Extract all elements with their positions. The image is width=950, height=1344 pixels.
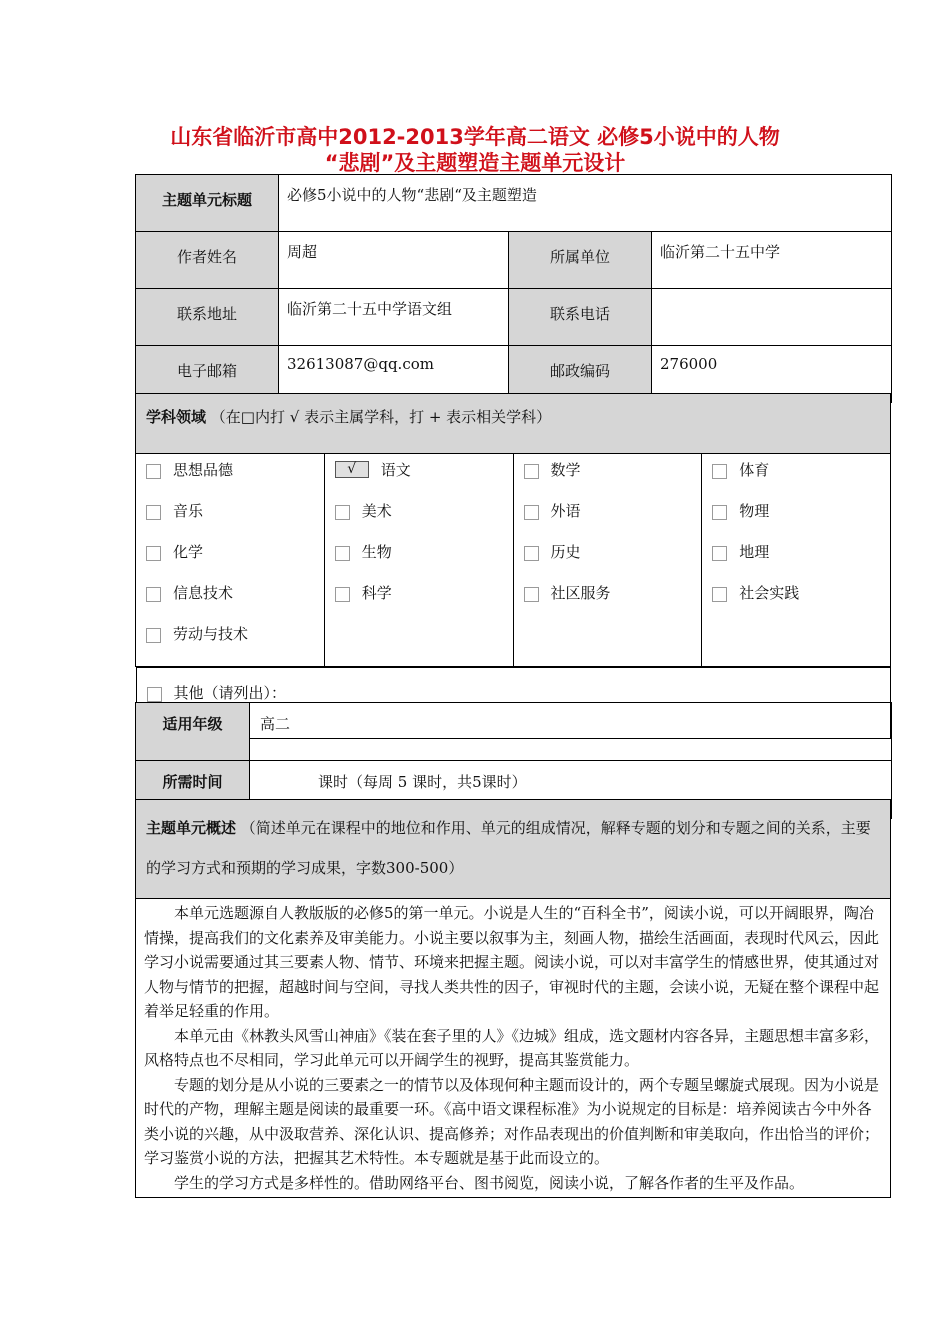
author-value: 周超 xyxy=(279,232,509,289)
subject-item[interactable] xyxy=(702,582,890,623)
overview-note: （简述单元在课程中的地位和作用、单元的组成情况，解释专题的划分和专题之间的关系，主要的学习方式和预期的学习成果，字数300-500） xyxy=(146,819,871,877)
grade-label: 适用年级 xyxy=(136,703,250,761)
zip-value: 276000 xyxy=(652,346,892,403)
subject-item[interactable] xyxy=(702,500,890,541)
subject-item[interactable] xyxy=(136,623,324,664)
checkbox-icon[interactable] xyxy=(524,587,539,602)
overview-label: 主题单元概述 xyxy=(146,819,237,837)
theme-title-label: 主题单元标题 xyxy=(136,175,279,232)
checkbox-icon[interactable] xyxy=(712,505,727,520)
subject-item[interactable] xyxy=(514,500,702,541)
checkbox-icon[interactable] xyxy=(524,464,539,479)
overview-table xyxy=(135,799,891,1198)
subject-item[interactable] xyxy=(514,582,702,623)
checkbox-icon[interactable] xyxy=(146,587,161,602)
time-value: 课时（每周 5 课时，共5课时） xyxy=(250,761,892,819)
subject-other-label: 其他（请列出）： xyxy=(173,684,287,702)
overview-paragraph: 专题的划分是从小说的三要素之一的情节以及体现何种主题而设计的，两个专题呈螺旋式展现。因为小说是时代的产物，理解主题是阅读的最重要一环。《高中语文课程标准》为小说规定的目标是：培养阅读古今中外各类小说的兴趣，从中汲取营养、深化认识、提高修养；对作品表现出的价值判断和审美取向，作出恰当的评价；学习鉴赏小说的方法，把握其艺术特性。本专题就是基于此而设立的。 xyxy=(144,1075,880,1167)
subject-item[interactable] xyxy=(514,459,702,500)
checkbox-icon[interactable] xyxy=(335,587,350,602)
checkbox-icon[interactable] xyxy=(712,464,727,479)
info-table xyxy=(135,174,892,403)
checkbox-icon[interactable] xyxy=(335,546,350,561)
subject-column-4 xyxy=(701,454,890,666)
checkbox-icon[interactable] xyxy=(335,505,350,520)
overview-paragraph: 学生的学习方式是多样性的。借助网络平台、图书阅览，阅读小说，了解各作者的生平及作品。 xyxy=(174,1173,805,1192)
checkbox-icon[interactable] xyxy=(712,587,727,602)
overview-header xyxy=(136,800,891,899)
overview-paragraph: 本单元选题源自人教版版的必修5的第一单元。小说是人生的“百科全书”，阅读小说，可以开阔眼界，陶冶情操，提高我们的文化素养及审美能力。小说主要以叙事为主，刻画人物，描绘生活画面，表现时代风云，因此学习小说需要通过其三要素人物、情节、环境来把握主题。阅读小说，可以对丰富学生的情感世界，使其通过对人物与情节的把握，超越时间与空间，寻找人类共性的因子，审视时代的主题，会读小说，无疑在整个课程中起着举足轻重的作用。 xyxy=(144,904,880,1020)
subject-label: 思想品德 xyxy=(173,461,234,479)
subject-column-3 xyxy=(513,454,702,666)
checkbox-icon[interactable] xyxy=(147,687,162,702)
subject-item[interactable] xyxy=(702,459,890,500)
subject-label: 生物 xyxy=(361,543,392,561)
checkbox-icon[interactable] xyxy=(146,628,161,643)
phone-value xyxy=(652,289,892,346)
subject-item[interactable] xyxy=(136,582,324,623)
subject-item[interactable] xyxy=(702,541,890,582)
phone-label: 联系电话 xyxy=(509,289,652,346)
subject-label: 历史 xyxy=(550,543,581,561)
overview-paragraph: 本单元由《林教头风雪山神庙》《装在套子里的人》《边城》组成，选文题材内容各异，主题思想丰富多彩，风格特点也不尽相同，学习此单元可以开阔学生的视野，提高其鉴赏能力。 xyxy=(144,1026,880,1069)
subject-header xyxy=(136,394,891,454)
overview-body xyxy=(136,899,891,1198)
subject-item[interactable] xyxy=(136,500,324,541)
checkbox-icon[interactable] xyxy=(146,546,161,561)
subject-label: 社会实践 xyxy=(739,584,800,602)
subject-label: 劳动与技术 xyxy=(173,625,249,643)
subject-label: 语文 xyxy=(380,461,411,479)
zip-label: 邮政编码 xyxy=(509,346,652,403)
grade-value: 高二 xyxy=(250,703,892,761)
subject-item[interactable] xyxy=(325,541,513,582)
subject-item[interactable] xyxy=(136,459,324,500)
email-label: 电子邮箱 xyxy=(136,346,279,403)
subject-label: 音乐 xyxy=(173,502,204,520)
subject-grid xyxy=(136,454,891,667)
author-label: 作者姓名 xyxy=(136,232,279,289)
subject-item[interactable] xyxy=(325,500,513,541)
subject-table xyxy=(135,393,891,739)
subject-item[interactable] xyxy=(325,582,513,623)
subject-item-checked[interactable] xyxy=(325,459,513,500)
subject-label: 社区服务 xyxy=(550,584,611,602)
subject-label: 体育 xyxy=(739,461,770,479)
theme-title-value: 必修5小说中的人物“悲剧“及主题塑造 xyxy=(279,175,892,232)
unit-label: 所属单位 xyxy=(509,232,652,289)
checkmark-icon[interactable]: √ xyxy=(335,461,369,478)
unit-value: 临沂第二十五中学 xyxy=(652,232,892,289)
subject-label: 化学 xyxy=(173,543,204,561)
subject-item[interactable] xyxy=(514,541,702,582)
subject-label: 地理 xyxy=(739,543,770,561)
subject-label: 科学 xyxy=(361,584,392,602)
document-title-line1: 山东省临沂市高中2012-2013学年高二语文 必修5小说中的人物 xyxy=(170,125,780,149)
subject-header-note: （在□内打 √ 表示主属学科，打 + 表示相关学科） xyxy=(210,408,552,426)
checkbox-icon[interactable] xyxy=(146,464,161,479)
checkbox-icon[interactable] xyxy=(524,546,539,561)
subject-item[interactable] xyxy=(136,541,324,582)
subject-column-1 xyxy=(136,454,324,666)
email-value: 32613087@qq.com xyxy=(279,346,509,403)
subject-header-label: 学科领域 xyxy=(146,408,207,426)
subject-label: 信息技术 xyxy=(173,584,234,602)
subject-label: 数学 xyxy=(550,461,581,479)
address-label: 联系地址 xyxy=(136,289,279,346)
subject-label: 美术 xyxy=(361,502,392,520)
checkbox-icon[interactable] xyxy=(146,505,161,520)
address-value: 临沂第二十五中学语文组 xyxy=(279,289,509,346)
document-title-line2: “悲剧”及主题塑造主题单元设计 xyxy=(324,151,626,175)
time-label: 所需时间 xyxy=(136,761,250,819)
subject-column-2 xyxy=(324,454,513,666)
subject-label: 外语 xyxy=(550,502,581,520)
checkbox-icon[interactable] xyxy=(712,546,727,561)
subject-label: 物理 xyxy=(739,502,770,520)
checkbox-icon[interactable] xyxy=(524,505,539,520)
